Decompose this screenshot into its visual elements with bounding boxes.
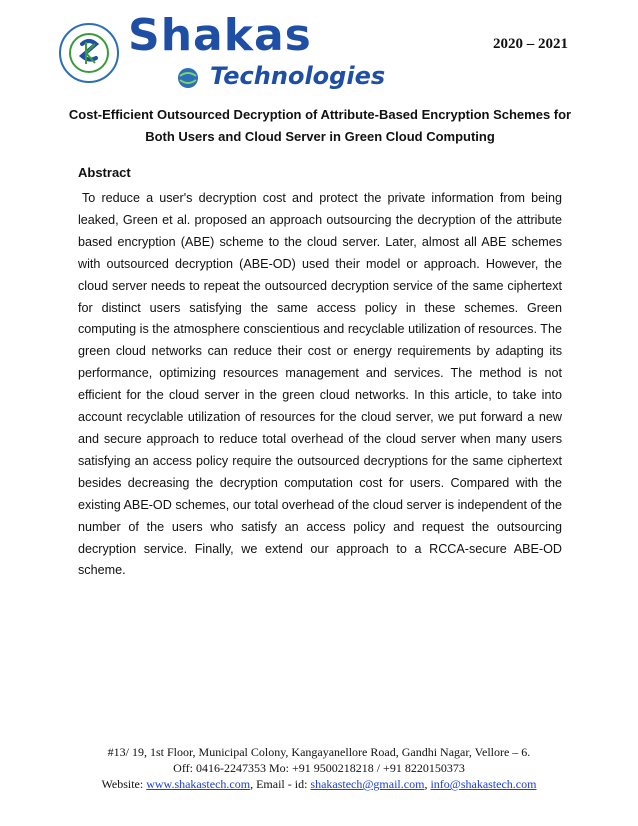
abstract-text: To reduce a user's decryption cost and protect the private information from being leaked, Green et al. proposed an approach outsourcing the decryption of the attribute based encryption (ABE) scheme to the cloud server. Later, almost all ABE schemes with outsourced decryption (ABE-OD) used their model or approach. However, the cloud server needs to repeat the outsourced decryption service of the same ciphertext for distinct users satisfying the same access policy in these schemes. Green computing is the atmosphere conscientious and recyclable utilization of resources. The green cloud networks can reduce their cost or energy requirements by adapting its performance, optimizing resources management and services. The method is not efficient for the cloud server in the green cloud networks. In this article, to take into account recyclable utilization of resources for the cloud server, we put forward a new and secure approach to reduce total overhead of the cloud server when many users satisfying an access policy require the outsourced decryptions for the same ciphertext besides decreasing the decryption computation cost for users. Compared with the existing ABE-OD schemes, our total overhead of the cloud server is independent of the number of the users who satisfy an access policy and request the outsourcing decryption service. Finally, we extend our approach to a RCCA-secure ABE-OD scheme. (78, 191, 562, 578)
website-link[interactable]: www.shakastech.com (146, 777, 251, 791)
paper-title: Cost-Efficient Outsourced Decryption of Attribute-Based Encryption Schemes for Both Users and Cloud Server in Green Cloud Computing (68, 107, 572, 144)
footer-phone: Off: 0416-2247353 Mo: +91 9500218218 / +91 8220150373 (173, 761, 465, 775)
company-seal-logo (58, 22, 120, 84)
brand-subtitle: Technologies (210, 62, 386, 90)
footer (40, 744, 598, 792)
academic-year: 2020 – 2021 (493, 36, 568, 52)
website-label: Website: (101, 777, 144, 791)
email-link-info[interactable]: info@shakastech.com (430, 777, 537, 791)
email-link-primary[interactable]: shakastech@gmail.com (310, 777, 425, 791)
footer-address: #13/ 19, 1st Floor, Municipal Colony, Kangayanellore Road, Gandhi Nagar, Vellore – 6. (107, 745, 531, 759)
footer-contact-line: Website: www.shakastech.com, Email - id: shakastech@gmail.com, info@shakastech.com (101, 777, 537, 791)
brand-globe-icon (176, 66, 200, 90)
abstract-heading: Abstract (78, 165, 131, 180)
brand-name: Shakas (128, 10, 312, 61)
email-label: Email - id: (256, 777, 308, 791)
